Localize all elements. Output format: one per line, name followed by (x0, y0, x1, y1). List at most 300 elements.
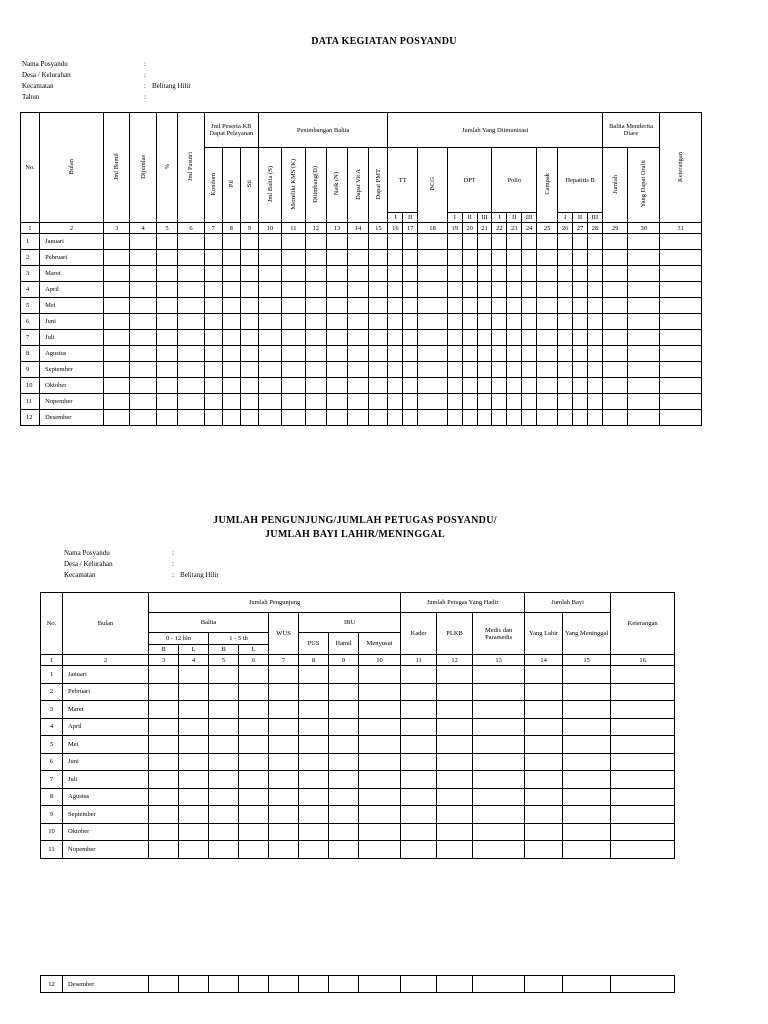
data-cell[interactable] (473, 823, 525, 841)
data-cell[interactable] (507, 394, 522, 410)
data-cell[interactable] (369, 282, 388, 298)
data-cell[interactable] (359, 788, 401, 806)
data-cell[interactable] (103, 282, 130, 298)
data-cell[interactable] (573, 410, 588, 426)
data-cell[interactable] (209, 771, 239, 789)
data-cell[interactable] (462, 346, 477, 362)
data-cell[interactable] (240, 282, 258, 298)
data-cell[interactable] (602, 234, 627, 250)
data-cell[interactable] (156, 250, 177, 266)
data-cell[interactable] (611, 701, 675, 719)
data-cell[interactable] (209, 718, 239, 736)
data-cell[interactable] (492, 346, 507, 362)
data-cell[interactable] (537, 314, 558, 330)
data-cell[interactable] (522, 410, 537, 426)
data-cell[interactable] (447, 346, 462, 362)
data-cell[interactable] (359, 771, 401, 789)
data-cell[interactable] (369, 314, 388, 330)
data-cell[interactable] (401, 976, 437, 993)
data-cell[interactable] (522, 378, 537, 394)
data-cell[interactable] (348, 362, 369, 378)
data-cell[interactable] (401, 788, 437, 806)
data-cell[interactable] (563, 771, 611, 789)
data-cell[interactable] (348, 266, 369, 282)
data-cell[interactable] (563, 806, 611, 824)
data-cell[interactable] (611, 976, 675, 993)
data-cell[interactable] (401, 806, 437, 824)
data-cell[interactable] (149, 701, 179, 719)
data-cell[interactable] (239, 771, 269, 789)
data-cell[interactable] (437, 666, 473, 684)
data-cell[interactable] (299, 771, 329, 789)
data-cell[interactable] (204, 362, 222, 378)
data-cell[interactable] (573, 330, 588, 346)
data-cell[interactable] (130, 234, 157, 250)
data-cell[interactable] (403, 234, 418, 250)
data-cell[interactable] (178, 266, 205, 282)
data-cell[interactable] (156, 330, 177, 346)
data-cell[interactable] (359, 806, 401, 824)
data-cell[interactable] (573, 298, 588, 314)
data-cell[interactable] (477, 266, 492, 282)
data-cell[interactable] (660, 266, 702, 282)
data-cell[interactable] (359, 701, 401, 719)
data-cell[interactable] (522, 234, 537, 250)
data-cell[interactable] (507, 250, 522, 266)
data-cell[interactable] (305, 314, 326, 330)
data-cell[interactable] (282, 298, 305, 314)
data-cell[interactable] (401, 841, 437, 859)
data-cell[interactable] (558, 346, 573, 362)
data-cell[interactable] (269, 788, 299, 806)
data-cell[interactable] (258, 346, 281, 362)
data-cell[interactable] (573, 266, 588, 282)
data-cell[interactable] (204, 266, 222, 282)
data-cell[interactable] (258, 410, 281, 426)
data-cell[interactable] (269, 841, 299, 859)
data-cell[interactable] (329, 666, 359, 684)
data-cell[interactable] (258, 314, 281, 330)
data-cell[interactable] (507, 378, 522, 394)
data-cell[interactable] (462, 250, 477, 266)
data-cell[interactable] (178, 298, 205, 314)
data-cell[interactable] (403, 330, 418, 346)
data-cell[interactable] (258, 394, 281, 410)
data-cell[interactable] (473, 718, 525, 736)
data-cell[interactable] (103, 234, 130, 250)
data-cell[interactable] (437, 841, 473, 859)
data-cell[interactable] (473, 666, 525, 684)
data-cell[interactable] (156, 378, 177, 394)
data-cell[interactable] (473, 736, 525, 754)
data-cell[interactable] (130, 282, 157, 298)
data-cell[interactable] (348, 234, 369, 250)
data-cell[interactable] (239, 683, 269, 701)
data-cell[interactable] (522, 394, 537, 410)
data-cell[interactable] (359, 823, 401, 841)
data-cell[interactable] (359, 666, 401, 684)
data-cell[interactable] (269, 701, 299, 719)
data-cell[interactable] (602, 282, 627, 298)
data-cell[interactable] (447, 378, 462, 394)
data-cell[interactable] (222, 266, 240, 282)
data-cell[interactable] (602, 250, 627, 266)
data-cell[interactable] (305, 410, 326, 426)
data-cell[interactable] (209, 976, 239, 993)
data-cell[interactable] (326, 298, 347, 314)
data-cell[interactable] (359, 753, 401, 771)
data-cell[interactable] (507, 330, 522, 346)
data-cell[interactable] (326, 234, 347, 250)
data-cell[interactable] (558, 266, 573, 282)
data-cell[interactable] (437, 701, 473, 719)
data-cell[interactable] (401, 666, 437, 684)
data-cell[interactable] (269, 823, 299, 841)
data-cell[interactable] (537, 378, 558, 394)
data-cell[interactable] (558, 362, 573, 378)
data-cell[interactable] (611, 736, 675, 754)
data-cell[interactable] (305, 330, 326, 346)
data-cell[interactable] (179, 976, 209, 993)
data-cell[interactable] (462, 314, 477, 330)
data-cell[interactable] (401, 736, 437, 754)
data-cell[interactable] (447, 234, 462, 250)
data-cell[interactable] (558, 298, 573, 314)
data-cell[interactable] (418, 298, 448, 314)
data-cell[interactable] (628, 330, 660, 346)
data-cell[interactable] (204, 282, 222, 298)
data-cell[interactable] (359, 841, 401, 859)
data-cell[interactable] (258, 298, 281, 314)
data-cell[interactable] (130, 298, 157, 314)
data-cell[interactable] (602, 362, 627, 378)
data-cell[interactable] (299, 666, 329, 684)
data-cell[interactable] (437, 806, 473, 824)
data-cell[interactable] (558, 234, 573, 250)
data-cell[interactable] (149, 788, 179, 806)
data-cell[interactable] (178, 330, 205, 346)
data-cell[interactable] (258, 378, 281, 394)
data-cell[interactable] (239, 718, 269, 736)
data-cell[interactable] (204, 346, 222, 362)
data-cell[interactable] (179, 753, 209, 771)
data-cell[interactable] (558, 378, 573, 394)
data-cell[interactable] (437, 976, 473, 993)
data-cell[interactable] (473, 771, 525, 789)
data-cell[interactable] (156, 362, 177, 378)
data-cell[interactable] (477, 282, 492, 298)
data-cell[interactable] (329, 841, 359, 859)
data-cell[interactable] (179, 771, 209, 789)
data-cell[interactable] (239, 736, 269, 754)
data-cell[interactable] (611, 841, 675, 859)
data-cell[interactable] (611, 806, 675, 824)
data-cell[interactable] (477, 298, 492, 314)
data-cell[interactable] (537, 346, 558, 362)
data-cell[interactable] (269, 771, 299, 789)
data-cell[interactable] (179, 841, 209, 859)
data-cell[interactable] (558, 330, 573, 346)
data-cell[interactable] (558, 410, 573, 426)
data-cell[interactable] (329, 823, 359, 841)
data-cell[interactable] (660, 410, 702, 426)
data-cell[interactable] (209, 841, 239, 859)
data-cell[interactable] (240, 346, 258, 362)
data-cell[interactable] (522, 314, 537, 330)
data-cell[interactable] (587, 298, 602, 314)
data-cell[interactable] (525, 823, 563, 841)
data-cell[interactable] (282, 330, 305, 346)
data-cell[interactable] (103, 378, 130, 394)
data-cell[interactable] (299, 753, 329, 771)
data-cell[interactable] (149, 718, 179, 736)
data-cell[interactable] (563, 666, 611, 684)
data-cell[interactable] (282, 234, 305, 250)
data-cell[interactable] (563, 976, 611, 993)
data-cell[interactable] (369, 394, 388, 410)
data-cell[interactable] (477, 330, 492, 346)
data-cell[interactable] (348, 330, 369, 346)
data-cell[interactable] (462, 298, 477, 314)
data-cell[interactable] (258, 330, 281, 346)
data-cell[interactable] (305, 234, 326, 250)
data-cell[interactable] (525, 788, 563, 806)
data-cell[interactable] (477, 410, 492, 426)
data-cell[interactable] (522, 282, 537, 298)
data-cell[interactable] (628, 282, 660, 298)
data-cell[interactable] (611, 683, 675, 701)
data-cell[interactable] (587, 362, 602, 378)
data-cell[interactable] (359, 736, 401, 754)
data-cell[interactable] (537, 410, 558, 426)
data-cell[interactable] (447, 314, 462, 330)
data-cell[interactable] (209, 806, 239, 824)
data-cell[interactable] (507, 314, 522, 330)
data-cell[interactable] (587, 250, 602, 266)
data-cell[interactable] (537, 362, 558, 378)
data-cell[interactable] (525, 736, 563, 754)
data-cell[interactable] (369, 410, 388, 426)
data-cell[interactable] (437, 771, 473, 789)
data-cell[interactable] (507, 298, 522, 314)
data-cell[interactable] (477, 346, 492, 362)
data-cell[interactable] (348, 394, 369, 410)
data-cell[interactable] (418, 394, 448, 410)
data-cell[interactable] (388, 282, 403, 298)
data-cell[interactable] (563, 753, 611, 771)
data-cell[interactable] (348, 378, 369, 394)
data-cell[interactable] (611, 753, 675, 771)
data-cell[interactable] (130, 330, 157, 346)
data-cell[interactable] (563, 683, 611, 701)
data-cell[interactable] (587, 266, 602, 282)
data-cell[interactable] (179, 788, 209, 806)
data-cell[interactable] (149, 976, 179, 993)
data-cell[interactable] (179, 683, 209, 701)
data-cell[interactable] (156, 394, 177, 410)
data-cell[interactable] (179, 806, 209, 824)
data-cell[interactable] (178, 282, 205, 298)
data-cell[interactable] (573, 314, 588, 330)
data-cell[interactable] (403, 378, 418, 394)
data-cell[interactable] (660, 298, 702, 314)
data-cell[interactable] (348, 282, 369, 298)
data-cell[interactable] (492, 266, 507, 282)
data-cell[interactable] (222, 346, 240, 362)
data-cell[interactable] (178, 394, 205, 410)
data-cell[interactable] (305, 362, 326, 378)
data-cell[interactable] (473, 841, 525, 859)
data-cell[interactable] (156, 314, 177, 330)
data-cell[interactable] (437, 736, 473, 754)
data-cell[interactable] (628, 346, 660, 362)
data-cell[interactable] (282, 362, 305, 378)
data-cell[interactable] (282, 314, 305, 330)
data-cell[interactable] (204, 410, 222, 426)
data-cell[interactable] (611, 666, 675, 684)
data-cell[interactable] (209, 683, 239, 701)
data-cell[interactable] (462, 394, 477, 410)
data-cell[interactable] (388, 330, 403, 346)
data-cell[interactable] (222, 314, 240, 330)
data-cell[interactable] (611, 788, 675, 806)
data-cell[interactable] (239, 823, 269, 841)
data-cell[interactable] (258, 266, 281, 282)
data-cell[interactable] (239, 976, 269, 993)
data-cell[interactable] (587, 330, 602, 346)
data-cell[interactable] (388, 378, 403, 394)
data-cell[interactable] (507, 346, 522, 362)
data-cell[interactable] (240, 234, 258, 250)
data-cell[interactable] (388, 394, 403, 410)
data-cell[interactable] (326, 282, 347, 298)
data-cell[interactable] (178, 346, 205, 362)
data-cell[interactable] (149, 683, 179, 701)
data-cell[interactable] (299, 683, 329, 701)
data-cell[interactable] (269, 753, 299, 771)
data-cell[interactable] (369, 234, 388, 250)
data-cell[interactable] (537, 330, 558, 346)
data-cell[interactable] (149, 823, 179, 841)
data-cell[interactable] (418, 234, 448, 250)
data-cell[interactable] (403, 266, 418, 282)
data-cell[interactable] (437, 753, 473, 771)
data-cell[interactable] (401, 753, 437, 771)
data-cell[interactable] (369, 378, 388, 394)
data-cell[interactable] (563, 736, 611, 754)
data-cell[interactable] (507, 282, 522, 298)
data-cell[interactable] (462, 234, 477, 250)
data-cell[interactable] (299, 841, 329, 859)
data-cell[interactable] (103, 362, 130, 378)
data-cell[interactable] (239, 806, 269, 824)
data-cell[interactable] (258, 234, 281, 250)
data-cell[interactable] (473, 683, 525, 701)
data-cell[interactable] (239, 701, 269, 719)
data-cell[interactable] (537, 298, 558, 314)
data-cell[interactable] (418, 330, 448, 346)
data-cell[interactable] (305, 266, 326, 282)
data-cell[interactable] (103, 314, 130, 330)
data-cell[interactable] (326, 362, 347, 378)
data-cell[interactable] (269, 718, 299, 736)
data-cell[interactable] (525, 976, 563, 993)
data-cell[interactable] (462, 362, 477, 378)
data-cell[interactable] (209, 736, 239, 754)
data-cell[interactable] (477, 234, 492, 250)
data-cell[interactable] (149, 666, 179, 684)
data-cell[interactable] (525, 771, 563, 789)
data-cell[interactable] (269, 736, 299, 754)
data-cell[interactable] (660, 330, 702, 346)
data-cell[interactable] (403, 394, 418, 410)
data-cell[interactable] (156, 298, 177, 314)
data-cell[interactable] (326, 410, 347, 426)
data-cell[interactable] (477, 362, 492, 378)
data-cell[interactable] (537, 266, 558, 282)
data-cell[interactable] (447, 394, 462, 410)
data-cell[interactable] (660, 378, 702, 394)
data-cell[interactable] (558, 250, 573, 266)
data-cell[interactable] (418, 362, 448, 378)
data-cell[interactable] (348, 410, 369, 426)
data-cell[interactable] (329, 701, 359, 719)
data-cell[interactable] (418, 314, 448, 330)
data-cell[interactable] (204, 298, 222, 314)
data-cell[interactable] (492, 330, 507, 346)
data-cell[interactable] (103, 394, 130, 410)
data-cell[interactable] (573, 362, 588, 378)
data-cell[interactable] (329, 976, 359, 993)
data-cell[interactable] (388, 298, 403, 314)
data-cell[interactable] (611, 771, 675, 789)
data-cell[interactable] (240, 378, 258, 394)
data-cell[interactable] (447, 266, 462, 282)
data-cell[interactable] (388, 314, 403, 330)
data-cell[interactable] (240, 250, 258, 266)
data-cell[interactable] (149, 806, 179, 824)
data-cell[interactable] (156, 346, 177, 362)
data-cell[interactable] (473, 701, 525, 719)
data-cell[interactable] (156, 266, 177, 282)
data-cell[interactable] (369, 266, 388, 282)
data-cell[interactable] (240, 266, 258, 282)
data-cell[interactable] (299, 823, 329, 841)
data-cell[interactable] (149, 771, 179, 789)
data-cell[interactable] (329, 736, 359, 754)
data-cell[interactable] (388, 234, 403, 250)
data-cell[interactable] (240, 394, 258, 410)
data-cell[interactable] (299, 736, 329, 754)
data-cell[interactable] (240, 298, 258, 314)
data-cell[interactable] (628, 250, 660, 266)
data-cell[interactable] (348, 346, 369, 362)
data-cell[interactable] (602, 330, 627, 346)
data-cell[interactable] (326, 378, 347, 394)
data-cell[interactable] (660, 314, 702, 330)
data-cell[interactable] (130, 314, 157, 330)
data-cell[interactable] (462, 330, 477, 346)
data-cell[interactable] (558, 314, 573, 330)
data-cell[interactable] (563, 701, 611, 719)
data-cell[interactable] (299, 718, 329, 736)
data-cell[interactable] (305, 282, 326, 298)
data-cell[interactable] (239, 788, 269, 806)
data-cell[interactable] (204, 378, 222, 394)
data-cell[interactable] (329, 806, 359, 824)
data-cell[interactable] (418, 346, 448, 362)
data-cell[interactable] (240, 314, 258, 330)
